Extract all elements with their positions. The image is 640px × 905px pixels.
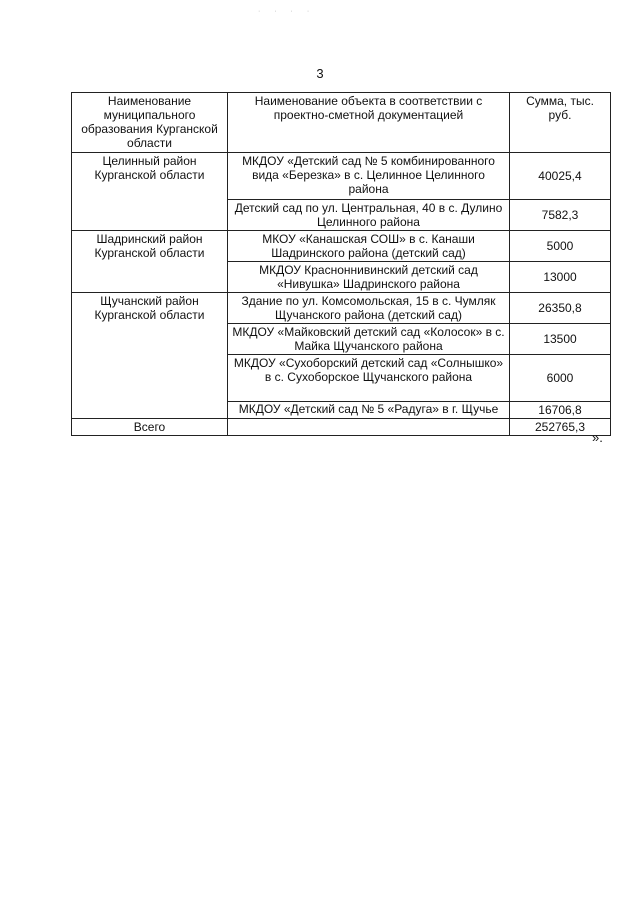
district-name: Щучанский район Курганской области bbox=[72, 293, 228, 419]
object-amount: 26350,8 bbox=[510, 293, 611, 324]
object-name: МКДОУ «Детский сад № 5 «Радуга» в г. Щучье bbox=[228, 402, 510, 419]
district-name: Целинный район Курганской области bbox=[72, 153, 228, 231]
object-amount: 16706,8 bbox=[510, 402, 611, 419]
object-name: МКДОУ «Детский сад № 5 комбинированного вида «Березка» в с. Целинное Целинного района bbox=[228, 153, 510, 200]
table-header-row bbox=[72, 93, 611, 153]
header-amount: Сумма, тыс. руб. bbox=[510, 93, 611, 153]
object-name: МКДОУ «Сухоборский детский сад «Солнышко» в с. Сухоборское Щучанского района bbox=[228, 355, 510, 402]
object-name: МКДОУ «Майковский детский сад «Колосок» в с. Майка Щучанского района bbox=[228, 324, 510, 355]
object-name: Здание по ул. Комсомольская, 15 в с. Чумляк Щучанского района (детский сад) bbox=[228, 293, 510, 324]
object-amount: 13000 bbox=[510, 262, 611, 293]
object-name: МКДОУ Красноннивинский детский сад «Нивушка» Шадринского района bbox=[228, 262, 510, 293]
page-number: 3 bbox=[316, 66, 324, 81]
total-empty-cell bbox=[228, 419, 510, 436]
total-label: Всего bbox=[72, 419, 228, 436]
object-amount: 6000 bbox=[510, 355, 611, 402]
object-amount: 5000 bbox=[510, 231, 611, 262]
object-amount: 7582,3 bbox=[510, 200, 611, 231]
district-name: Шадринский район Курганской области bbox=[72, 231, 228, 293]
object-amount: 13500 bbox=[510, 324, 611, 355]
closing-quote-mark: ». bbox=[592, 430, 603, 445]
object-name: МКОУ «Канашская СОШ» в с. Канаши Шадринского района (детский сад) bbox=[228, 231, 510, 262]
header-municipality: Наименование муниципального образования Курганской области bbox=[72, 93, 228, 153]
object-name: Детский сад по ул. Центральная, 40 в с. Дулино Целинного района bbox=[228, 200, 510, 231]
table-row bbox=[72, 153, 611, 200]
budget-table bbox=[71, 92, 611, 436]
scan-artifact: · · · · bbox=[258, 8, 316, 15]
table-row bbox=[72, 293, 611, 324]
table-row bbox=[72, 231, 611, 262]
header-object: Наименование объекта в соответствии с проектно-сметной документацией bbox=[228, 93, 510, 153]
total-row bbox=[72, 419, 611, 436]
object-amount: 40025,4 bbox=[510, 153, 611, 200]
total-amount: 252765,3 bbox=[510, 419, 611, 436]
